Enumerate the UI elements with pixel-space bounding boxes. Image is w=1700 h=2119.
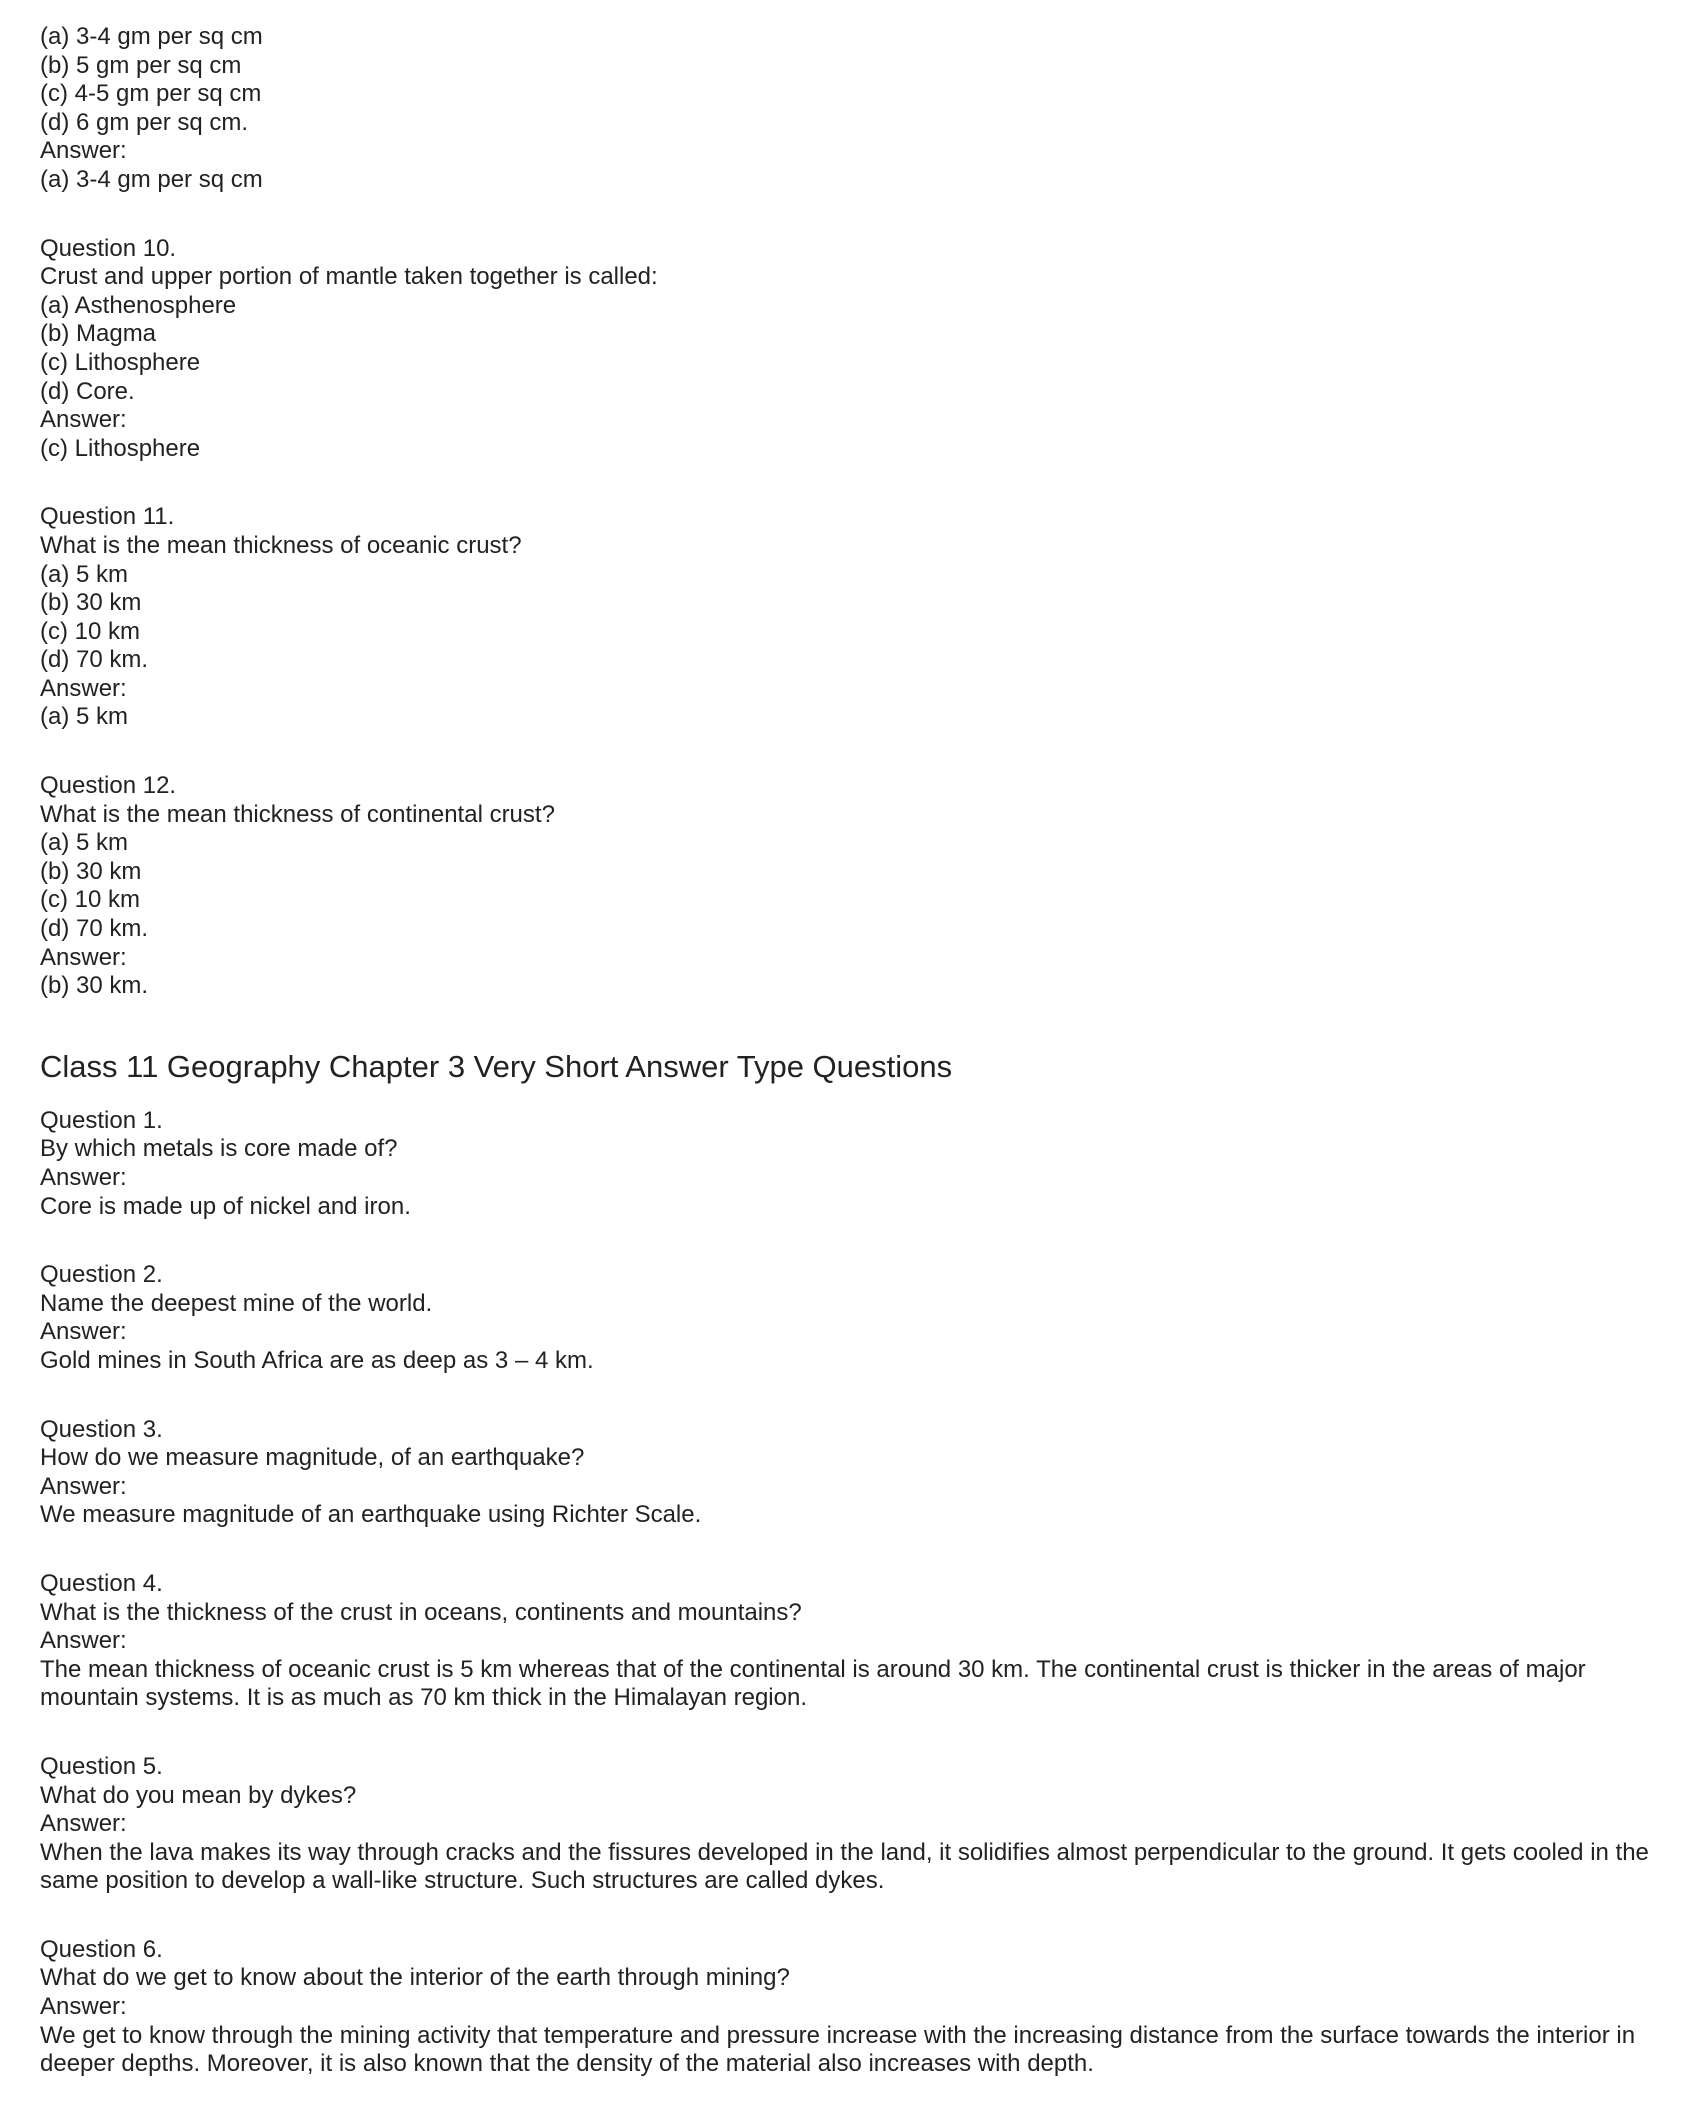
document-page — [40, 23, 1680, 2119]
question-block — [40, 503, 1680, 732]
question-text: What is the thickness of the crust in oceans, continents and mountains? — [40, 1598, 802, 1626]
option: (b) 5 gm per sq cm — [40, 51, 242, 79]
answer-label: Answer: — [40, 1993, 127, 2021]
answer-text: (b) 30 km. — [40, 972, 149, 1000]
question-text: Crust and upper portion of mantle taken together is called: — [40, 263, 658, 291]
answer-text: (c) Lithosphere — [40, 434, 201, 462]
question-block — [40, 1753, 1680, 1896]
answer-text: Gold mines in South Africa are as deep as 3 – 4 km. — [40, 1346, 594, 1374]
answer-label: Answer: — [40, 1164, 127, 1191]
question-label: Question 2. — [40, 1261, 163, 1289]
question-block — [40, 235, 1680, 464]
answer-label: Answer: — [40, 674, 127, 702]
option: (a) 5 km — [40, 829, 129, 857]
question-text: What is the mean thickness of oceanic crust? — [40, 531, 522, 559]
question-block — [40, 23, 1680, 195]
option: (a) 3-4 gm per sq cm — [40, 23, 263, 50]
option: (d) Core. — [40, 377, 135, 405]
answer-label: Answer: — [40, 1627, 127, 1655]
mcq-section — [40, 23, 1680, 1001]
question-block — [40, 1107, 1680, 1221]
question-block — [40, 1261, 1680, 1375]
question-block — [40, 1570, 1680, 1713]
very-short-section — [40, 1107, 1680, 2079]
question-label: Question 12. — [40, 772, 177, 800]
question-label: Question 5. — [40, 1752, 163, 1780]
question-label: Question 11. — [40, 503, 175, 531]
question-block — [40, 1416, 1680, 1530]
option: (b) 30 km — [40, 857, 142, 885]
option: (a) 5 km — [40, 560, 129, 588]
option: (c) 4-5 gm per sq cm — [40, 80, 262, 108]
answer-label: Answer: — [40, 1472, 127, 1500]
question-block — [40, 1936, 1680, 2079]
option: (d) 70 km. — [40, 646, 149, 674]
answer-text: The mean thickness of oceanic crust is 5 km whereas that of the continental is around 30 km. The continental crust is thicker in the areas of major mountain systems. It is as much as 70 km thick in the Himalayan region. — [40, 1655, 1586, 1712]
question-label: Question 1. — [40, 1106, 163, 1134]
answer-label: Answer: — [40, 1318, 127, 1346]
question-block — [40, 772, 1680, 1001]
option: (c) 10 km — [40, 886, 141, 914]
answer-text: Core is made up of nickel and iron. — [40, 1192, 411, 1220]
question-text: What is the mean thickness of continental crust? — [40, 800, 555, 828]
answer-label: Answer: — [40, 943, 127, 971]
question-text: Name the deepest mine of the world. — [40, 1289, 433, 1317]
question-label: Question 6. — [40, 1935, 163, 1963]
option: (c) 10 km — [40, 617, 141, 645]
question-text: What do you mean by dykes? — [40, 1781, 357, 1809]
option: (b) 30 km — [40, 589, 142, 617]
answer-text: We measure magnitude of an earthquake using Richter Scale. — [40, 1501, 702, 1529]
answer-text: (a) 5 km — [40, 703, 129, 731]
question-label: Question 3. — [40, 1415, 163, 1443]
option: (b) Magma — [40, 320, 157, 348]
answer-label: Answer: — [40, 406, 127, 434]
option: (d) 70 km. — [40, 915, 149, 943]
option: (d) 6 gm per sq cm. — [40, 108, 249, 136]
option: (c) Lithosphere — [40, 348, 201, 376]
answer-label: Answer: — [40, 1810, 127, 1838]
question-text: How do we measure magnitude, of an earthquake? — [40, 1444, 585, 1472]
question-text: By which metals is core made of? — [40, 1135, 398, 1163]
question-label: Question 10. — [40, 234, 177, 262]
option: (a) Asthenosphere — [40, 291, 237, 319]
answer-label: Answer: — [40, 137, 127, 165]
question-label: Question 4. — [40, 1569, 163, 1597]
question-text: What do we get to know about the interior of the earth through mining? — [40, 1964, 790, 1992]
answer-text: (a) 3-4 gm per sq cm — [40, 165, 263, 193]
answer-text: We get to know through the mining activity that temperature and pressure increase with the increasing distance from the surface towards the interior in deeper depths. Moreover, it is also known that the density of the material also increases with depth. — [40, 2021, 1636, 2078]
answer-text: When the lava makes its way through cracks and the fissures developed in the land, it solidifies almost perpendicular to the ground. It gets cooled in the same position to develop a wall-like structure. Such structures are called dykes. — [40, 1838, 1649, 1895]
section-heading: Class 11 Geography Chapter 3 Very Short Answer Type Questions — [40, 1048, 953, 1084]
